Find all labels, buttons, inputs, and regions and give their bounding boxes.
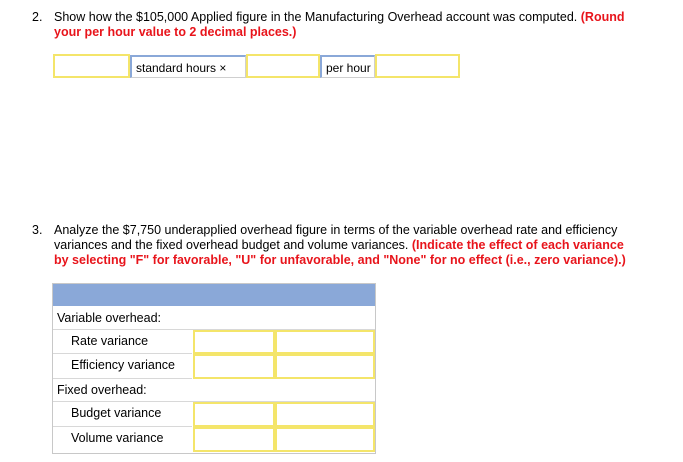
instruction-text: (Indicate the effect of each variance xyxy=(411,238,624,252)
budget-variance-amount-input[interactable] xyxy=(193,402,275,427)
efficiency-variance-effect-select[interactable] xyxy=(275,354,375,379)
efficiency-variance-amount-input[interactable] xyxy=(193,354,275,379)
instruction-text-cont: your per hour value to 2 decimal places.) xyxy=(54,25,297,39)
standard-hours-input[interactable] xyxy=(53,54,130,78)
fixed-overhead-heading: Fixed overhead: xyxy=(53,379,375,402)
table-header xyxy=(53,284,375,306)
rate-variance-label: Rate variance xyxy=(53,330,192,354)
instruction-text: (Round xyxy=(580,10,625,24)
applied-overhead-input[interactable] xyxy=(375,54,460,78)
per-hour-label: per hour xyxy=(320,55,375,78)
question-text: Analyze the $7,750 underapplied overhead figure in terms of the variable overhead rate and efficiency xyxy=(54,223,618,237)
volume-variance-effect-select[interactable] xyxy=(275,427,375,452)
standard-hours-label: standard hours × xyxy=(130,55,246,78)
budget-variance-effect-select[interactable] xyxy=(275,402,375,427)
question-text-cont: variances and the fixed overhead budget and volume variances. xyxy=(54,238,409,252)
budget-variance-label: Budget variance xyxy=(53,402,192,427)
question-number: 2. xyxy=(32,10,43,24)
question-2 xyxy=(32,10,672,40)
question-text: Show how the $105,000 Applied figure in the Manufacturing Overhead account was computed. xyxy=(54,10,578,24)
rate-variance-effect-select[interactable] xyxy=(275,330,375,354)
question-3 xyxy=(32,223,672,268)
rate-variance-amount-input[interactable] xyxy=(193,330,275,354)
volume-variance-label: Volume variance xyxy=(71,431,164,445)
instruction-text-cont: by selecting "F" for favorable, "U" for unfavorable, and "None" for no effect (i.e., zero variance).) xyxy=(54,253,626,267)
variable-overhead-heading: Variable overhead: xyxy=(53,307,375,330)
rate-per-hour-input[interactable] xyxy=(246,54,320,78)
efficiency-variance-label: Efficiency variance xyxy=(53,354,192,379)
volume-variance-amount-input[interactable] xyxy=(193,427,275,452)
question-number: 3. xyxy=(32,223,43,237)
